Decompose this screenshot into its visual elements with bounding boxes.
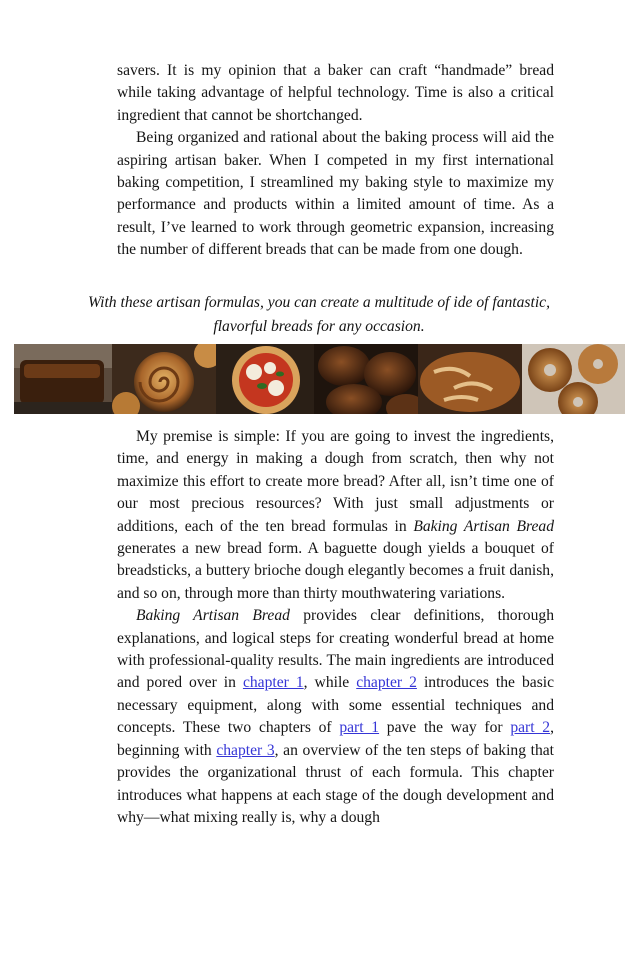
paragraph-text: generates a new bread form. A baguette dough yields a bouquet of breadsticks, a buttery brioche dough elegantly becomes a fruit danish, and so on, through more than thirty mouthwatering variations. <box>117 540 554 602</box>
dark-rolls-photo <box>314 344 426 414</box>
pizza-photo <box>216 344 314 414</box>
paragraph-text: My premise is simple: If you are going to invest the ingredients, time, and energy in making a dough from scratch, then why not maximize this effort to create more bread? After all, isn’t time one of our most precious resources? With just small adjustments or additions, each of the ten bread formulas in <box>117 428 554 535</box>
scored-loaf-photo <box>418 344 522 414</box>
paragraph-text: provides clear definitions, thorough explanations, and logical steps for creating wonderful bread at home with professional-quality results. The main ingredients are introduced and pored over in <box>117 607 554 692</box>
paragraph: savers. It is my opinion that a baker can craft “handmade” bread while taking advantage of helpful technology. Time is also a critical ingredient that cannot be shortchanged. <box>117 62 554 124</box>
book-title: Baking Artisan Bread <box>413 517 554 535</box>
paragraph <box>117 426 554 605</box>
paragraph-text: , an overview of the ten steps of baking that provides the organizational thrust of each formula. This chapter introduces what happens at each stage of the dough development and why—what mixing really is, why a dough <box>117 741 554 826</box>
paragraph-text: introduces the basic necessary equipment, along with some essential techniques and concepts. These two chapters of <box>117 674 555 737</box>
body-text-top <box>117 60 554 262</box>
chapter-2-link[interactable]: chapter 2 <box>356 674 417 692</box>
paragraph: Being organized and rational about the baking process will aid the aspiring artisan baker. When I competed in my first international baking competition, I streamlined my baking style to maximize my performance and products within a limited amount of time. As a result, I’ve learned to work through geometric expansion, increasing the number of different breads that can be made from one dough. <box>117 129 554 259</box>
bread-photo-banner <box>14 344 625 414</box>
bagels-photo <box>522 344 625 414</box>
book-title: Baking Artisan Bread <box>136 607 290 625</box>
spiral-pastry-photo <box>112 344 222 414</box>
pound-loaf-photo <box>14 344 112 414</box>
paragraph-text: pave the way for <box>379 719 511 737</box>
chapter-3-link[interactable]: chapter 3 <box>216 741 275 759</box>
paragraph-text: , beginning with <box>117 719 554 759</box>
paragraph <box>117 605 554 829</box>
paragraph-text: , while <box>303 674 357 692</box>
bread-photo-strip <box>14 344 625 414</box>
body-text-bottom <box>117 426 554 829</box>
part-2-link[interactable]: part 2 <box>510 719 551 737</box>
part-1-link[interactable]: part 1 <box>339 719 380 737</box>
pull-quote: With these artisan formulas, you can create a multitude of ide of fantastic, flavorful breads for any occasion. <box>88 294 550 335</box>
chapter-1-link[interactable]: chapter 1 <box>242 674 304 692</box>
